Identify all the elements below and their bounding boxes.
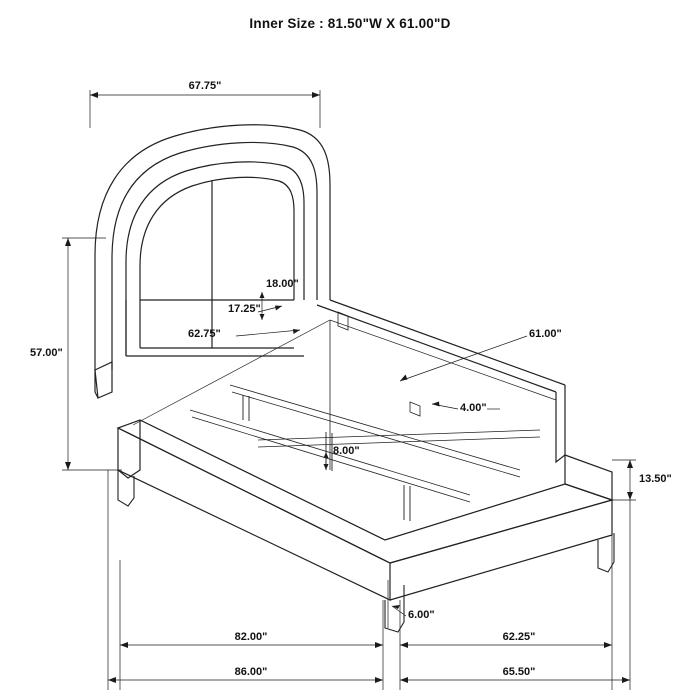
dimension-label-leg-height: 6.00" bbox=[408, 609, 435, 621]
dimension-label-rail-height: 13.50" bbox=[639, 473, 672, 485]
dimension-label-headboard-panel-inset: 17.25" bbox=[228, 303, 261, 315]
dimension-label-slat-thickness: 4.00" bbox=[460, 402, 487, 414]
dimension-label-headboard-width: 67.75" bbox=[188, 80, 222, 92]
dimension-label-overall-side-length: 65.50" bbox=[502, 666, 536, 678]
dimension-label-overall-length: 86.00" bbox=[234, 666, 268, 678]
dimension-label-center-support-height: 8.00" bbox=[333, 445, 360, 457]
dimension-label-headboard-panel-height: 18.00" bbox=[266, 278, 299, 290]
headboard bbox=[95, 125, 330, 398]
dimension-label-bed-depth: 61.00" bbox=[529, 328, 562, 340]
dimension-label-overall-height: 57.00" bbox=[30, 347, 63, 359]
page-title: Inner Size : 81.50"W X 61.00"D bbox=[249, 16, 451, 31]
bed-frame bbox=[118, 300, 614, 632]
dimension-label-frame-length-side: 62.25" bbox=[502, 631, 536, 643]
dimension-label-frame-length-front: 82.00" bbox=[234, 631, 268, 643]
dimension-label-headboard-inner-width: 62.75" bbox=[188, 328, 221, 340]
